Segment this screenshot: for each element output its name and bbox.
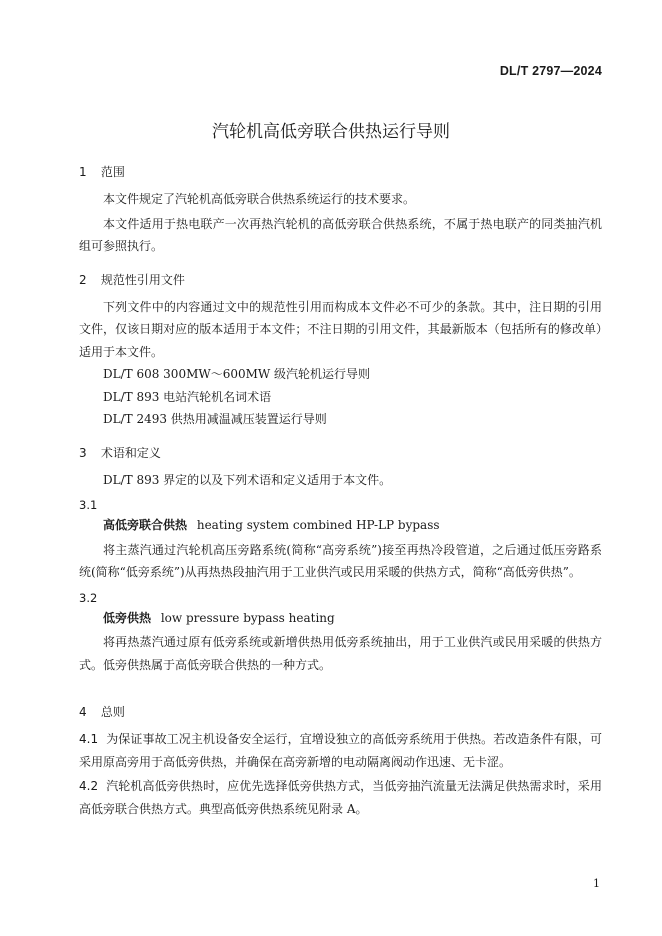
term-definition: 将主蒸汽通过汽轮机高压旁路系统(简称“高旁系统”)接至再热冷段管道，之后通过低压旁路系统(简称“低旁系统”)从再热热段抽汽用于工业供汽或民用采暖的供热方式，简称“高低旁供热”。 [79, 542, 602, 579]
section-heading-normative-references [79, 272, 602, 288]
section-title: 范围 [100, 165, 125, 179]
section-title: 规范性引用文件 [100, 272, 185, 287]
clause-number: 4.2 [79, 779, 99, 793]
section-heading-terms [79, 445, 602, 461]
page-number: 1 [593, 877, 600, 890]
term-number: 3.2 [79, 590, 98, 605]
term-chinese: 高低旁联合供热 [103, 518, 188, 532]
section-number: 4 [79, 705, 87, 719]
clause [79, 728, 602, 773]
section-heading-scope [79, 164, 602, 180]
section-number: 3 [79, 445, 87, 460]
clause-text: 汽轮机高低旁供热时，应优先选择低旁供热方式，当低旁抽汽流量无法满足供热需求时，采用高低旁联合供热方式。典型高低旁供热系统见附录 A。 [79, 779, 602, 816]
clause [79, 775, 602, 820]
term-entry [79, 607, 602, 630]
document-title: 汽轮机高低旁联合供热运行导则 [212, 122, 450, 142]
clause-number: 4.1 [79, 732, 99, 746]
term-number: 3.1 [79, 498, 98, 512]
section-title: 总则 [100, 705, 125, 719]
reference-item: DL/T 608 300MW～600MW 级汽轮机运行导则 [103, 367, 371, 381]
paragraph: 下列文件中的内容通过文中的规范性引用而构成本文件必不可少的条款。其中，注日期的引用文件，仅该日期对应的版本适用于本文件；不注日期的引用文件，其最新版本（包括所有的修改单）适用于本文件。 [79, 299, 602, 359]
paragraph: 本文件规定了汽轮机高低旁联合供热系统运行的技术要求。 [103, 192, 416, 206]
term-english: heating system combined HP-LP bypass [196, 518, 440, 532]
term-english: low pressure bypass heating [160, 610, 335, 625]
clause-text: 为保证事故工况主机设备安全运行，宜增设独立的高低旁系统用于供热。若改造条件有限，可采用原高旁用于高低旁供热，并确保在高旁新增的电动隔离阀动作迅速、无卡涩。 [79, 732, 602, 769]
document-body [79, 164, 602, 820]
document-number: DL/T 2797—2024 [499, 64, 602, 78]
paragraph: 本文件适用于热电联产一次再热汽轮机的高低旁联合供热系统，不属于热电联产的同类抽汽机组可参照执行。 [79, 216, 602, 253]
term-entry [79, 514, 602, 537]
term-definition: 将再热蒸汽通过原有低旁系统或新增供热用低旁系统抽出，用于工业供汽或民用采暖的供热方式。低旁供热属于高低旁联合供热的一种方式。 [79, 635, 602, 672]
section-number: 1 [79, 165, 87, 179]
reference-item: DL/T 2493 供热用减温减压装置运行导则 [103, 412, 327, 426]
reference-item: DL/T 893 电站汽轮机名词术语 [103, 389, 272, 404]
paragraph: DL/T 893 界定的以及下列术语和定义适用于本文件。 [103, 472, 392, 487]
term-chinese: 低旁供热 [103, 610, 152, 625]
section-title: 术语和定义 [100, 445, 161, 460]
section-number: 2 [79, 272, 87, 287]
section-heading-general [79, 704, 602, 720]
